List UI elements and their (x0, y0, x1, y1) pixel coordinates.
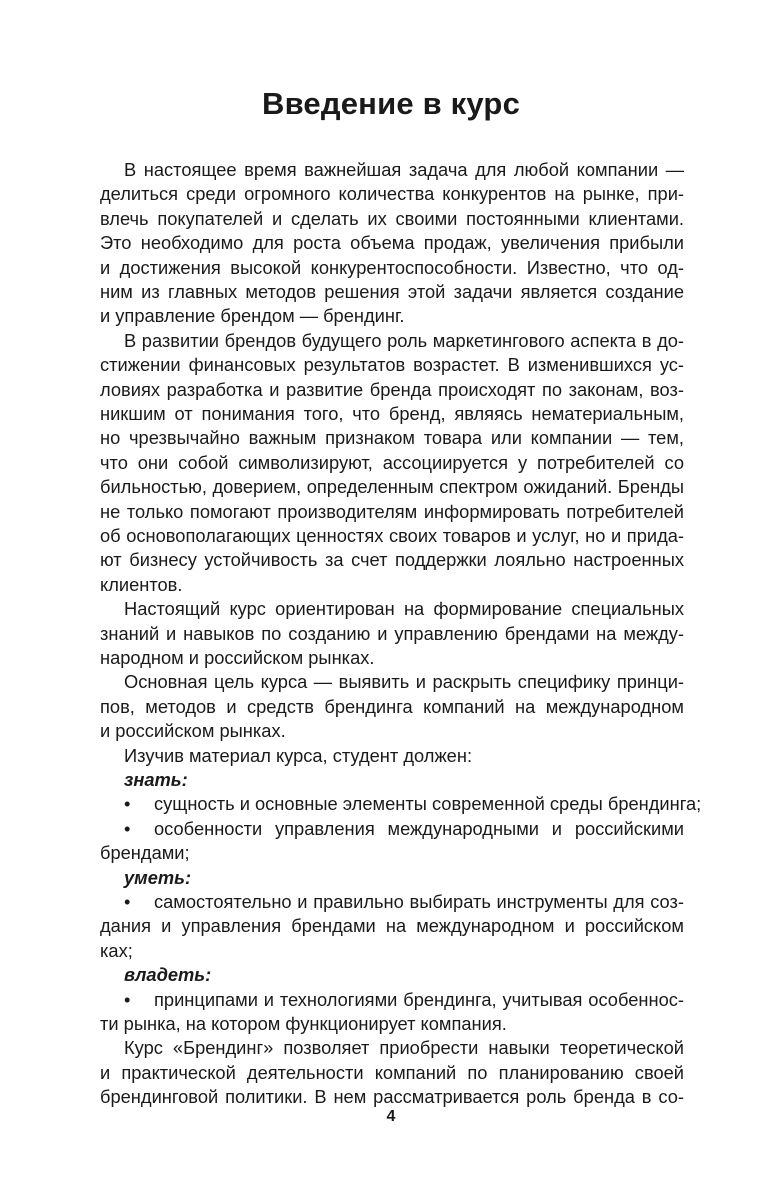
text-line: но чрезвычайно важным признаком товара или компании — тем, (100, 427, 684, 449)
body-text (100, 158, 702, 1110)
page-number: 4 (386, 1108, 396, 1125)
text-line: делиться среди огромного количества конкурентов на рынке, при- (100, 183, 684, 205)
page-title: Введение в курс (261, 86, 521, 121)
bullet-marker: • (124, 817, 131, 839)
bullet-text: сущность и основные элементы современной среды брендинга; (154, 793, 702, 815)
bullet-line (100, 817, 684, 841)
section-label (100, 963, 684, 987)
text-line: дания и управления брендами на международном и российском (100, 915, 684, 937)
bullet-text: самостоятельно и правильно выбирать инструменты для соз- (154, 891, 684, 912)
text-line: В настоящее время важнейшая задача для любой компании — (124, 159, 684, 180)
label-text: уметь: (124, 866, 192, 888)
bullet-line (100, 988, 684, 1012)
text-line: Основная цель курса — выявить и раскрыть специфику принци- (124, 671, 684, 693)
text-line: влечь покупателей и сделать их своими постоянными клиентами. (100, 207, 684, 229)
text-line: ют бизнесу устойчивость за счет поддержки лояльно настроенных (100, 549, 684, 571)
label-text: знать: (124, 769, 188, 790)
text-line: клиентов. (100, 573, 183, 595)
bullet-line (100, 890, 684, 914)
text-line: никшим от понимания того, что бренд, являясь нематериальным, (100, 403, 684, 424)
text-line: стижении финансовых результатов возрастет. В изменившихся ус- (100, 354, 684, 376)
bullet-text: принципами и технологиями брендинга, учитывая особеннос- (154, 988, 684, 1010)
bullet-marker: • (124, 988, 131, 1010)
text-line: брендинговой политики. В нем рассматривается роль бренда в со- (100, 1086, 684, 1108)
label-text: владеть: (124, 964, 212, 986)
bullet-line (100, 792, 702, 816)
text-line: ти рынка, на котором функционирует компания. (100, 1013, 507, 1034)
text-line: Курс «Брендинг» позволяет приобрести навыки теоретической (124, 1037, 684, 1059)
bullet-text: особенности управления международными и российскими (154, 817, 684, 839)
text-line: народном и российском рынках. (100, 647, 375, 668)
text-line: ках; (100, 939, 133, 961)
text-line: что они собой символизируют, ассоциируется у потребителей со (100, 451, 684, 473)
text-line: пов, методов и средств брендинга компаний на международном (100, 695, 684, 717)
text-line: не только помогают производителям информировать потребителей (100, 500, 684, 522)
section-label (100, 866, 684, 890)
text-line: и достижения высокой конкурентоспособности. Известно, что од- (100, 256, 684, 278)
text-line: знаний и навыков по созданию и управлению брендами на между- (100, 622, 684, 644)
text-line: Настоящий курс ориентирован на формирование специальных (124, 598, 684, 620)
text-line: В развитии брендов будущего роль маркетингового аспекта в до- (124, 329, 684, 351)
text-line: и практической деятельности компаний по планированию своей (100, 1061, 684, 1083)
text-line: брендами; (100, 842, 190, 864)
text-line: и российском рынках. (100, 720, 286, 742)
text-line: ловиях разработка и развитие бренда происходят по законам, воз- (100, 378, 684, 400)
bullet-marker: • (124, 793, 131, 815)
text-line: ним из главных методов решения этой задачи является создание (100, 281, 684, 302)
text-line: об основополагающих ценностях своих товаров и услуг, но и прида- (100, 525, 684, 546)
bullet-marker: • (124, 891, 131, 912)
text-line: бильностью, доверием, определенным спектром ожиданий. Бренды (100, 476, 684, 498)
section-label (100, 768, 684, 792)
text-line: и управление брендом — брендинг. (100, 305, 405, 327)
text-line: Изучив материал курса, студент должен: (124, 744, 473, 766)
text-line: Это необходимо для роста объема продаж, увеличения прибыли (100, 232, 684, 254)
